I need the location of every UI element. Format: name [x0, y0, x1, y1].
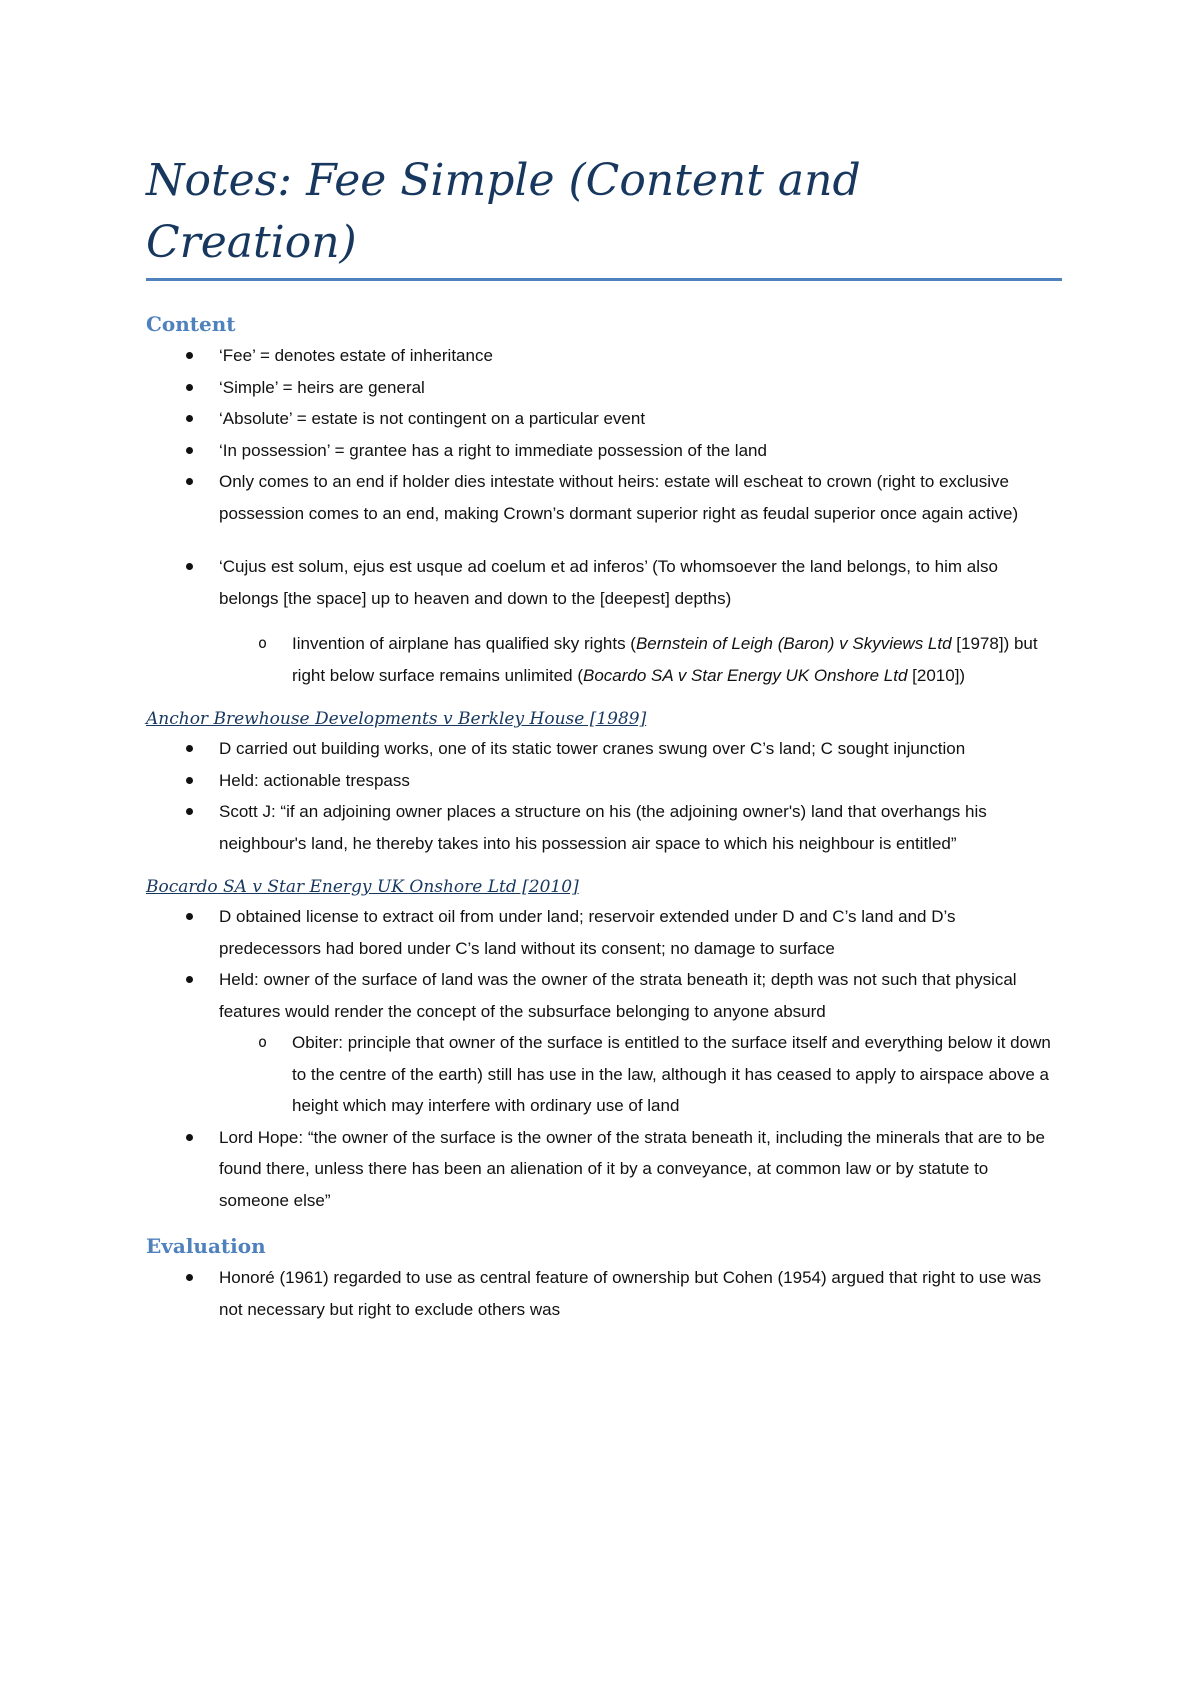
- list-item: ‘Fee’ = denotes estate of inheritance: [146, 340, 1062, 372]
- list-item: Honoré (1961) regarded to use as central feature of ownership but Cohen (1954) argued that right to use was not necessary but right to exclude others was: [146, 1262, 1062, 1325]
- sub-text: Iinvention of airplane has qualified sky rights (: [292, 634, 636, 653]
- case-citation: Bocardo SA v Star Energy UK Onshore Ltd: [583, 665, 908, 685]
- sub-list-item: o Obiter: principle that owner of the surface is entitled to the surface itself and everything below it down to the centre of the earth) still has use in the law, although it has ceased to apply to airspace above a height which may interfere with ordinary use of land: [146, 1027, 1062, 1122]
- list-item: ‘In possession’ = grantee has a right to immediate possession of the land: [146, 435, 1062, 467]
- anchor-bullet-list: [146, 733, 1062, 859]
- sub-text: [2010]): [907, 665, 966, 685]
- document-body: [146, 308, 1062, 1325]
- case-heading-bocardo: Bocardo SA v Star Energy UK Onshore Ltd [2010]: [146, 877, 579, 897]
- case-citation: Bernstein of Leigh (Baron) v Skyviews Ltd: [635, 634, 952, 653]
- list-item: Only comes to an end if holder dies intestate without heirs: estate will escheat to crown (right to exclusive possession comes to an end, making Crown’s dormant superior right as feudal superior once again active): [146, 466, 1062, 529]
- list-item: D carried out building works, one of its static tower cranes swung over C’s land; C sought injunction: [146, 733, 1062, 765]
- section-heading-evaluation: Evaluation: [146, 1234, 266, 1258]
- list-item: ‘Simple’ = heirs are general: [146, 372, 1062, 404]
- case-heading-anchor: Anchor Brewhouse Developments v Berkley House [1989]: [146, 709, 647, 729]
- list-item: Held: owner of the surface of land was the owner of the strata beneath it; depth was not such that physical features would render the concept of the subsurface belonging to anyone absurd: [146, 964, 1062, 1027]
- list-item: Lord Hope: “the owner of the surface is the owner of the strata beneath it, including the minerals that are to be found there, unless there has been an alienation of it by a conveyance, at common law or by statute to someone else”: [146, 1122, 1062, 1217]
- list-item: ‘Absolute’ = estate is not contingent on a particular event: [146, 403, 1062, 435]
- content-bullet-list: [146, 340, 1062, 529]
- title-underline: [146, 278, 1062, 281]
- list-item: Scott J: “if an adjoining owner places a structure on his (the adjoining owner's) land that overhangs his neighbour's land, he thereby takes into his possession air space to which his neighbour is entitled”: [146, 796, 1062, 859]
- sub-list-item: [146, 628, 1062, 691]
- sub-text: [1978]) but right below surface remains unlimited (: [292, 634, 1038, 685]
- sky-rights-sub-list: [146, 628, 1062, 691]
- list-item: D obtained license to extract oil from under land; reservoir extended under D and C’s land and D’s predecessors had bored under C’s land without its consent; no damage to surface: [146, 901, 1062, 964]
- list-item: ‘Cujus est solum, ejus est usque ad coelum et ad inferos’ (To whomsoever the land belongs, to him also belongs [the space] up to heaven and down to the [deepest] depths): [146, 551, 1062, 614]
- page-title: Notes: Fee Simple (Content and Creation): [146, 155, 861, 268]
- latin-maxim-list: [146, 551, 1062, 614]
- section-heading-content: Content: [146, 312, 236, 336]
- evaluation-bullet-list: [146, 1262, 1062, 1325]
- bocardo-bullet-list: [146, 901, 1062, 1216]
- list-item: Held: actionable trespass: [146, 765, 1062, 797]
